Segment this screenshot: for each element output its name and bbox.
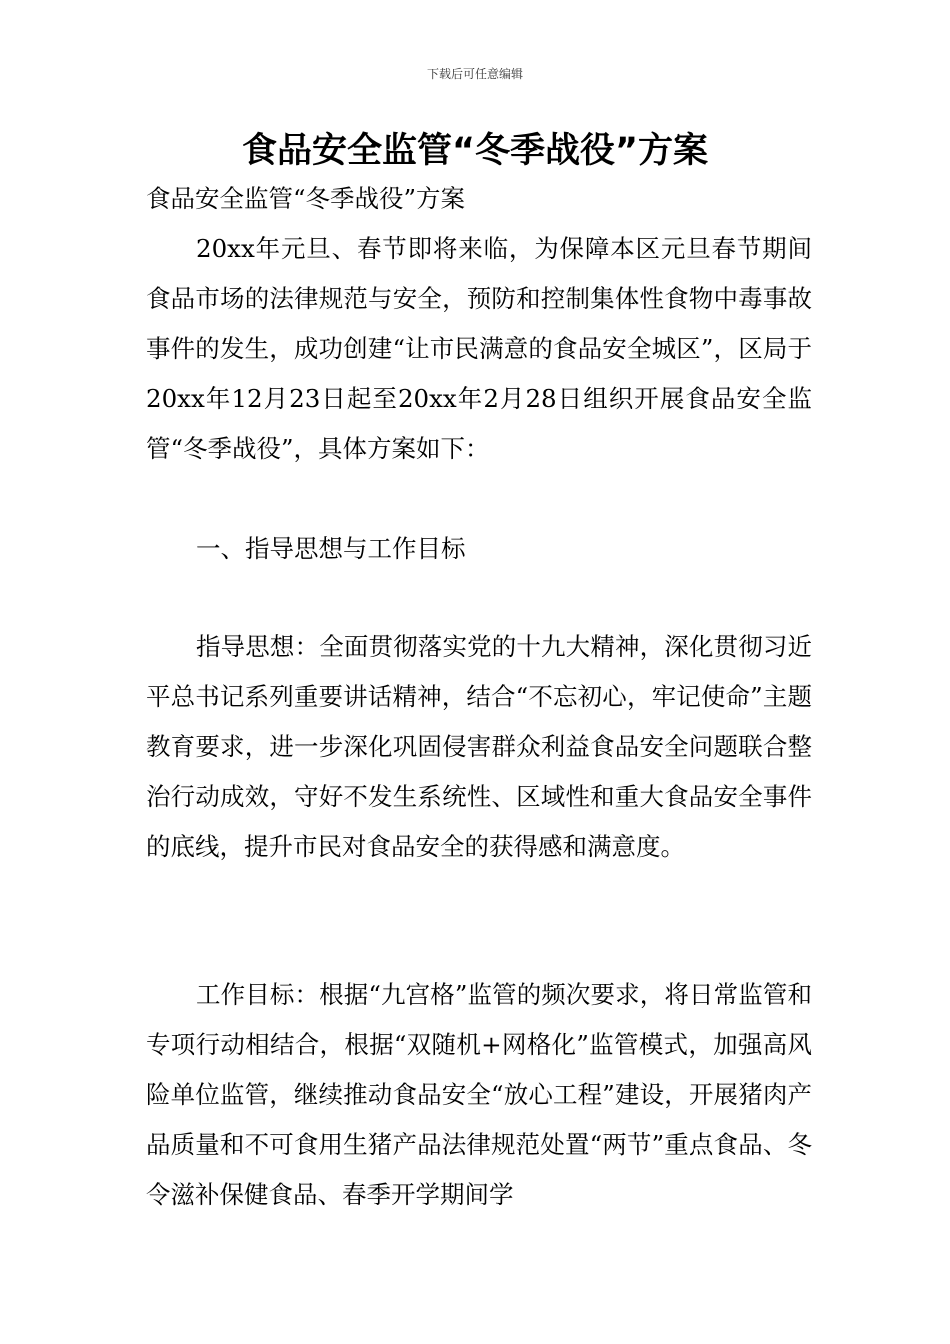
document-title: 食品安全监管“冬季战役”方案 bbox=[241, 131, 708, 171]
work-goal-paragraph: 工作目标：根据“九宫格”监管的频次要求，将日常监管和专项行动相结合，根据“双随机+网格化”监管模式，加强高风险单位监管，继续推动食品安全“放心工程”建设，开展猪肉产品质量和不可食用生猪产品法律规范处置“两节”重点食品、冬令滋补保健食品、春季开学期间学 bbox=[146, 980, 812, 1209]
guiding-thought-paragraph: 指导思想：全面贯彻落实党的十九大精神，深化贯彻习近平总书记系列重要讲话精神，结合“不忘初心，牢记使命”主题教育要求，进一步深化巩固侵害群众利益食品安全问题联合整治行动成效，守好不发生系统性、区域性和重大食品安全事件的底线，提升市民对食品安全的获得感和满意度。 bbox=[146, 632, 812, 861]
document-subtitle: 食品安全监管“冬季战役”方案 bbox=[146, 184, 466, 213]
section-heading-guiding-goals: 一、指导思想与工作目标 bbox=[196, 534, 466, 563]
header-note: 下载后可任意编辑 bbox=[426, 67, 523, 81]
intro-paragraph: 20xx年元旦、春节即将来临，为保障本区元旦春节期间食品市场的法律规范与安全，预防和控制集体性食物中毒事故事件的发生，成功创建“让市民满意的食品安全城区”，区局于20xx年12月23日起至20xx年2月28日组织开展食品安全监管“冬季战役”，具体方案如下： bbox=[146, 234, 812, 463]
